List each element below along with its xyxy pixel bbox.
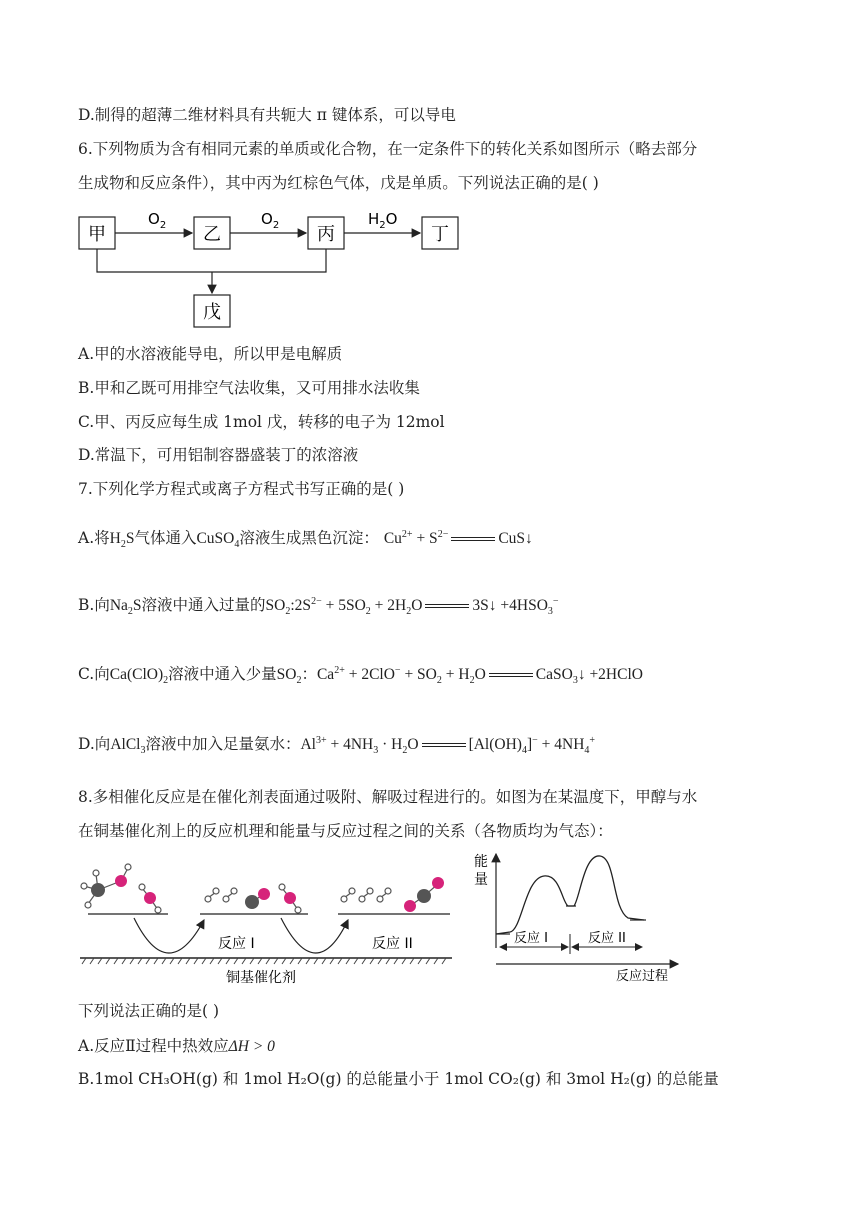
q8-mechanism-figure [76,852,456,992]
process-label: 反应过程 [616,969,669,984]
stage2-molecules [205,884,301,913]
catalyst-label: 铜基催化剂 [226,970,296,986]
q7-option-c: C.向$Ca(ClO)_2$溶液中通入少量$SO_2$：$Ca^{2+} + 2ClO^- + SO_2 + H_2O$ CaSO$_3$↓ +2HClO [78,664,643,687]
q8-ask: 下列说法正确的是( ) [78,1002,220,1020]
q5-option-d: D.制得的超薄二维材料具有共轭大 π 键体系，可以导电 [78,106,456,124]
q7-option-a: A.将$H_2S$气体通入CuSO$_4$溶液生成黑色沉淀： $Cu^{2+} + S^{2-}$ CuS↓ [78,528,533,551]
label-o2-a: $O_2$ [148,210,167,231]
equals-arrow [451,537,495,541]
q7-option-b: B.向$Na_2S$溶液中通入过量的$SO_2:2S^{2-} + 5SO_2 + 2H_2O$ 3S↓ $+4HSO_3^-$ [78,595,559,618]
label-jia: 甲 [88,224,106,245]
q7-option-d: D.向AlCl$_3$溶液中加入足量氨水：$Al^{3+} + 4NH_3 \cdot H_2O$ $[Al(OH)_4]^- + 4NH_4^+$ [78,734,596,757]
q6-stem-line1: 6.下列物质为含有相同元素的单质或化合物，在一定条件下的转化关系如图所示（略去部分 [78,140,698,158]
reaction2-label: 反应 II [372,936,413,952]
q8-stem-line2: 在铜基催化剂上的反应机理和能量与反应过程之间的关系（各物质均为气态）： [78,822,613,840]
graph-reaction1: 反应 I [514,931,548,946]
label-yi: 乙 [203,224,221,245]
q8-option-a: A.反应Ⅱ过程中热效应ΔH > 0 [78,1037,275,1055]
q7-stem: 7.下列化学方程式或离子方程式书写正确的是( ) [78,480,405,498]
equals-arrow [425,604,469,608]
energy-label-1: 能 [474,854,488,870]
q6-stem-line2: 生成物和反应条件），其中丙为红棕色气体，戊是单质。下列说法正确的是( ) [78,174,599,192]
catalyst-surface [80,958,452,964]
q6-option-a: A.甲的水溶液能导电，所以甲是电解质 [78,345,343,363]
label-o2-b: $O_2$ [261,210,280,231]
q6-conversion-diagram [70,200,490,335]
water-molecule [139,884,161,913]
q8-stem-line1: 8.多相催化反应是在催化剂表面通过吸附、解吸过程进行的。如图为在某温度下，甲醇与水 [78,788,698,806]
equals-arrow [422,743,466,747]
label-ding: 丁 [431,224,449,245]
graph-reaction2: 反应 II [588,931,626,946]
connector-jia-bing [97,249,326,272]
label-wu: 戊 [203,302,221,323]
label-h2o: $H_2O$ [368,210,398,231]
q6-option-b: B.甲和乙既可用排空气法收集，又可用排水法收集 [78,379,420,397]
q8-option-b: B.1mol CH₃OH(g) 和 1mol H₂O(g) 的总能量小于 1mol CO₂(g) 和 3mol H₂(g) 的总能量 [78,1070,719,1088]
curve-arrow-1 [134,918,204,953]
reaction1-label: 反应 I [218,936,255,952]
energy-label-2: 量 [474,872,488,888]
energy-curve [496,856,644,934]
methanol-molecule [81,864,131,908]
q8-energy-profile [470,848,690,988]
q6-option-d: D.常温下，可用铝制容器盛装丁的浓溶液 [78,446,359,464]
curve-arrow-2 [281,918,348,953]
q6-option-c: C.甲、丙反应每生成 1mol 戊，转移的电子为 12mol [78,413,445,431]
label-bing: 丙 [317,224,335,245]
stage3-molecules [341,877,444,912]
equals-arrow [489,673,533,677]
